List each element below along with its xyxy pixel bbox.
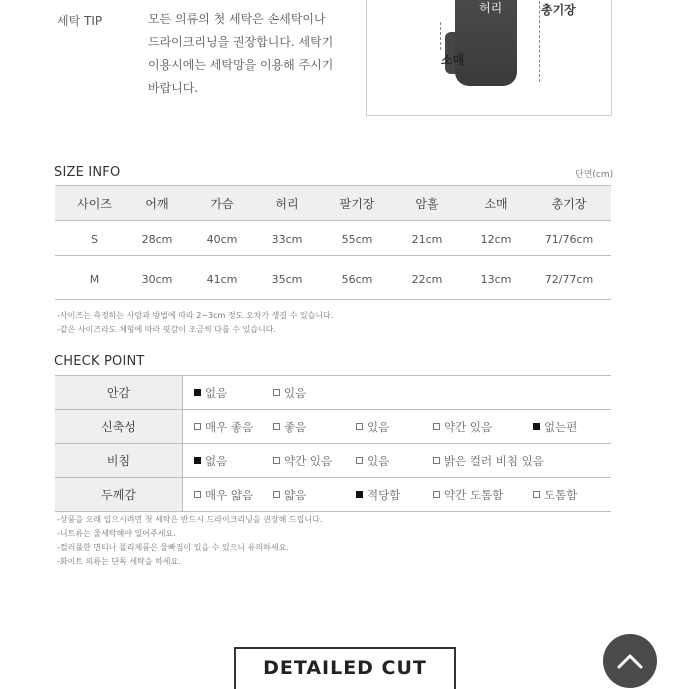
checkbox-empty-icon	[273, 491, 280, 498]
check-notes	[57, 513, 322, 569]
check-label: 안감	[55, 376, 183, 409]
checkbox-empty-icon	[433, 491, 440, 498]
size-cell: 35cm	[271, 272, 303, 286]
checkbox-empty-icon	[273, 457, 280, 464]
check-option	[433, 410, 492, 443]
size-header-cell: 총기장	[551, 196, 587, 211]
size-cell: 22cm	[411, 272, 443, 286]
check-option	[356, 444, 389, 477]
check-option	[194, 444, 227, 477]
size-unit-label: 단면(cm)	[575, 170, 614, 180]
size-note: -사이즈는 측정하는 사람과 방법에 따라 2~3cm 정도 오차가 생길 수 있습니다.	[57, 311, 334, 320]
size-cell: 33cm	[271, 232, 303, 246]
size-note: -같은 사이즈라도 체형에 따라 핏감이 조금씩 다를 수 있습니다.	[57, 325, 276, 334]
size-cell: 30cm	[141, 272, 173, 286]
check-option-label: 도톰함	[544, 487, 578, 502]
diagram-label-sleeve: 소매	[441, 53, 465, 67]
size-header-cell: 어깨	[145, 196, 169, 211]
size-header-cell: 가슴	[210, 196, 234, 211]
check-option-label: 매우 좋음	[205, 419, 254, 434]
check-point-title: CHECK POINT	[54, 354, 145, 369]
size-header-cell: 암홀	[415, 196, 439, 211]
checkbox-empty-icon	[533, 491, 540, 498]
checkbox-empty-icon	[273, 389, 280, 396]
size-notes	[57, 309, 333, 337]
checkbox-empty-icon	[433, 457, 440, 464]
checkbox-empty-icon	[194, 491, 201, 498]
check-option-label: 적당함	[367, 487, 401, 502]
checkbox-filled-icon	[194, 389, 201, 396]
check-row-thickness	[55, 478, 611, 512]
size-cell: 71/76cm	[544, 232, 594, 246]
check-option	[194, 410, 253, 443]
wash-tip-line: 이용시에는 세탁망을 이용해 주시기	[148, 58, 334, 72]
size-table-bottom-rule	[55, 299, 611, 300]
check-option-label: 있음	[367, 453, 390, 468]
diagram-label-waist: 허리	[479, 1, 503, 15]
check-option-label: 없음	[205, 385, 228, 400]
check-label: 두께감	[55, 478, 183, 511]
checkbox-filled-icon	[356, 491, 363, 498]
check-option-label: 있음	[284, 385, 307, 400]
check-point-table	[55, 375, 611, 512]
size-header-cell: 소매	[484, 196, 508, 211]
check-option-label: 밝은 컬러 비침 있음	[444, 453, 544, 468]
check-label: 신축성	[55, 410, 183, 443]
size-cell: 12cm	[480, 232, 512, 246]
check-option	[433, 444, 544, 477]
check-option	[273, 478, 306, 511]
size-header-cell: 허리	[275, 196, 299, 211]
checkbox-empty-icon	[433, 423, 440, 430]
check-row-sheerness	[55, 444, 611, 478]
size-table-row	[55, 219, 611, 259]
checkbox-filled-icon	[194, 457, 201, 464]
check-option	[433, 478, 503, 511]
size-cell: 21cm	[411, 232, 443, 246]
size-cell: 28cm	[141, 232, 173, 246]
check-row-stretch	[55, 410, 611, 444]
check-note: -컬러풀한 면티나 폴리제품은 물빠짐이 있을 수 있으니 유의하세요.	[57, 543, 289, 552]
size-cell: 41cm	[206, 272, 238, 286]
check-option	[356, 478, 400, 511]
check-option	[533, 410, 577, 443]
checkbox-empty-icon	[356, 457, 363, 464]
measurement-diagram	[366, 0, 612, 116]
check-option-label: 약간 도톰함	[444, 487, 504, 502]
check-note: -화이트 의류는 단독 세탁을 하세요.	[57, 557, 181, 566]
check-option	[273, 410, 306, 443]
check-option	[273, 376, 306, 409]
detailed-cut-title: DETAILED CUT	[263, 657, 427, 679]
wash-tip-line: 바랍니다.	[148, 81, 199, 95]
check-option-label: 있음	[367, 419, 390, 434]
wash-tip-label: 세탁 TIP	[57, 14, 103, 28]
check-option	[356, 410, 389, 443]
size-cell: 13cm	[480, 272, 512, 286]
size-cell: 56cm	[341, 272, 373, 286]
check-option	[194, 478, 253, 511]
size-header-cell: 사이즈	[77, 196, 112, 211]
size-info-title: SIZE INFO	[54, 165, 121, 180]
check-option-label: 매우 얇음	[205, 487, 254, 502]
size-table-row	[55, 259, 611, 299]
checkbox-empty-icon	[356, 423, 363, 430]
size-cell: M	[89, 272, 100, 286]
wash-tip-line: 드라이크리닝을 권장합니다. 세탁기	[148, 35, 334, 49]
size-header-cell: 팔기장	[339, 196, 375, 211]
check-option-label: 약간 있음	[284, 453, 333, 468]
size-table-header	[55, 185, 611, 221]
chevron-up-icon	[617, 653, 643, 669]
check-option-label: 없는편	[544, 419, 578, 434]
sleeve-dimension-line	[440, 22, 441, 50]
check-row-lining	[55, 375, 611, 410]
check-option-label: 약간 있음	[444, 419, 493, 434]
wash-tip-line: 모든 의류의 첫 세탁은 손세탁이나	[148, 12, 326, 26]
check-option-label: 좋음	[284, 419, 307, 434]
check-option-label: 없음	[205, 453, 228, 468]
size-cell: 72/77cm	[544, 272, 594, 286]
scroll-top-button[interactable]	[603, 634, 657, 688]
size-cell: 40cm	[206, 232, 238, 246]
checkbox-empty-icon	[273, 423, 280, 430]
checkbox-empty-icon	[194, 423, 201, 430]
length-dimension-line	[539, 0, 540, 82]
size-cell: S	[91, 232, 98, 246]
check-label: 비침	[55, 444, 183, 477]
size-row-divider	[55, 255, 611, 256]
checkbox-filled-icon	[533, 423, 540, 430]
detailed-cut-banner	[234, 647, 456, 689]
check-option	[194, 376, 227, 409]
diagram-label-total-length: 총기장	[541, 3, 576, 17]
check-note: -상품을 오래 입으시려면 첫 세탁은 반드시 드라이크리닝을 권장해 드립니다.	[57, 515, 323, 524]
check-option	[533, 478, 577, 511]
check-option-label: 얇음	[284, 487, 307, 502]
check-note: -니트류는 울세탁해야 일어주세요.	[57, 529, 176, 538]
check-option	[273, 444, 332, 477]
wash-tip-text	[148, 8, 348, 100]
size-cell: 55cm	[341, 232, 373, 246]
